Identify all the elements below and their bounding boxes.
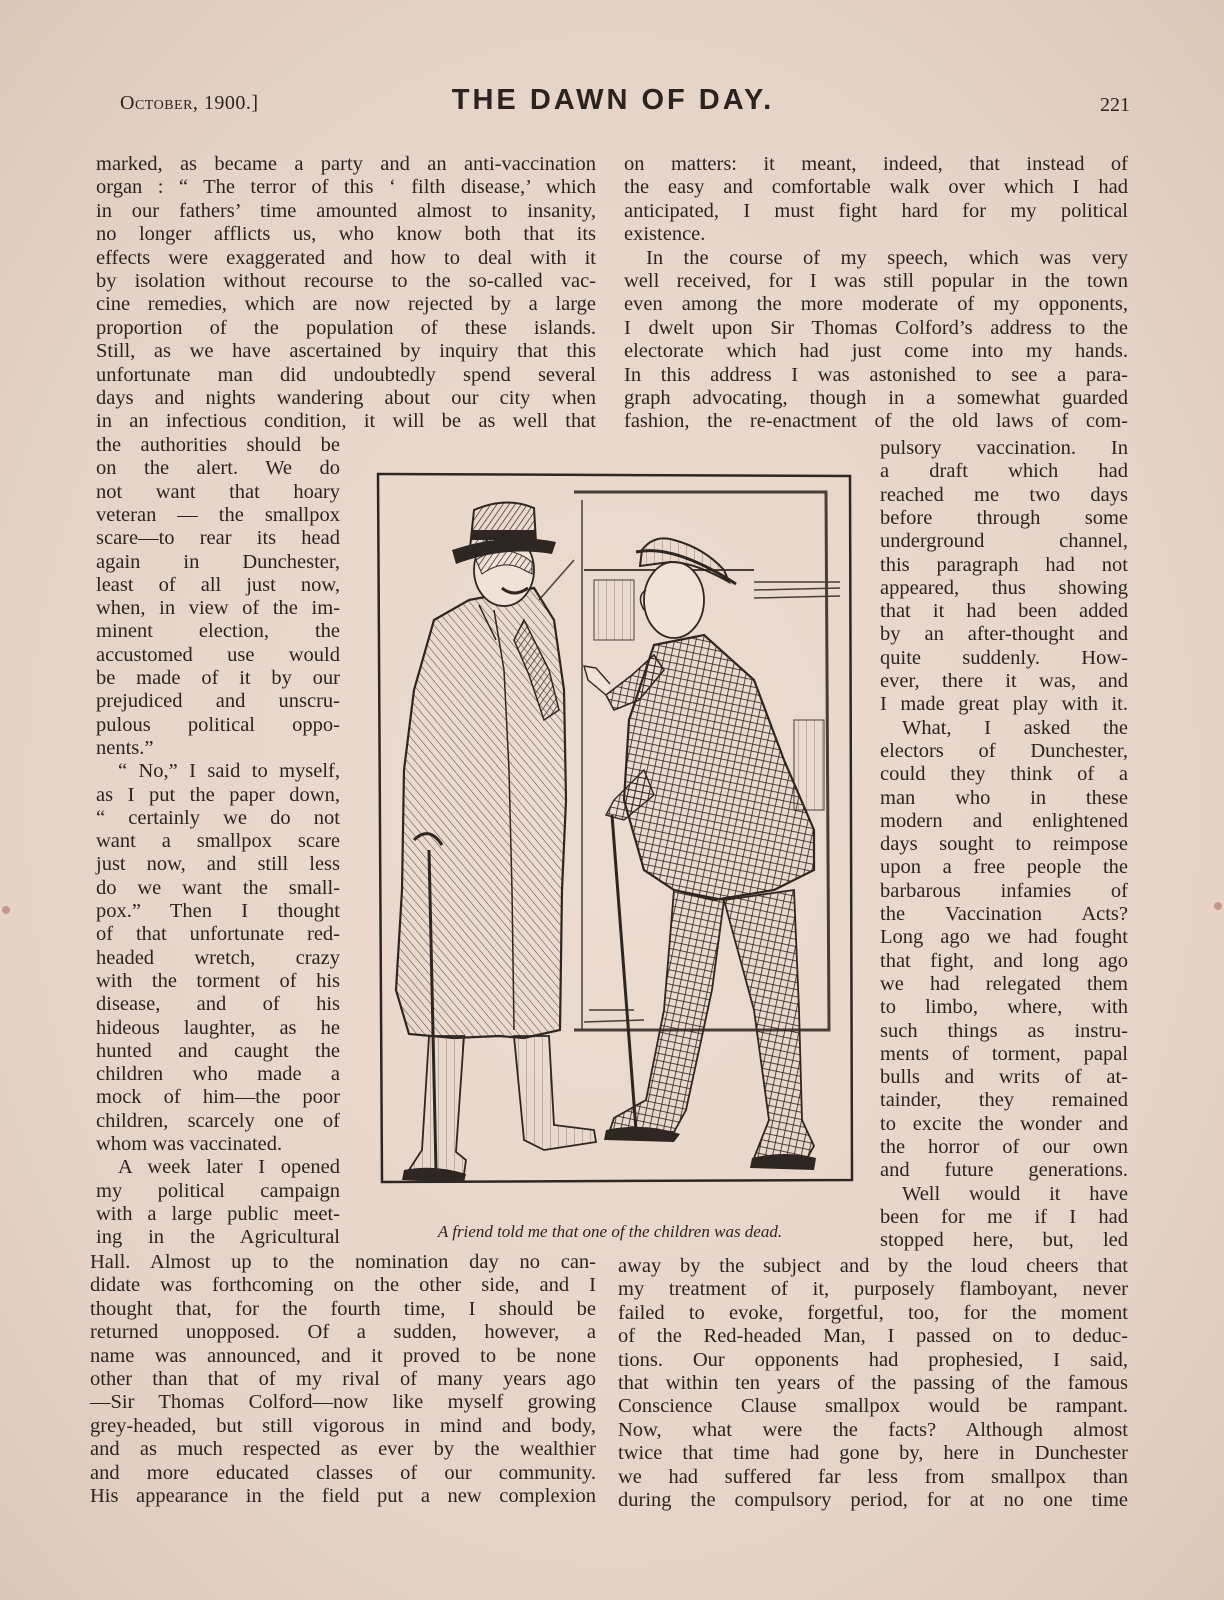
right-column-narrow-line: quite suddenly. How- xyxy=(880,646,1128,669)
right-column-line: well received, for I was still popular in the town xyxy=(624,270,1128,292)
engraving-drawing xyxy=(374,470,856,1202)
left-column-line: in an infectious condition, it will be as well that xyxy=(96,410,596,433)
left-column-line: organ : “ The terror of this ‘ filth disease,’ which xyxy=(96,176,596,199)
left-column-narrow-line: with the torment of his xyxy=(96,969,340,992)
right-column-bottom-line: Conscience Clause smallpox would be rampant. xyxy=(618,1395,1128,1418)
left-column-narrow-line: of that unfortunate red- xyxy=(96,923,340,946)
left-column-narrow-line: as I put the paper down, xyxy=(96,783,340,806)
left-column-bottom-line: and more educated classes of our community. xyxy=(90,1461,596,1484)
right-column-bottom-line: that within ten years of the passing of the famous xyxy=(618,1372,1128,1394)
left-column-narrow-line: “ No,” I said to myself, xyxy=(118,760,340,783)
right-column-narrow-line: Well would it have xyxy=(902,1182,1128,1205)
right-column-narrow-line: we had relegated them xyxy=(880,972,1128,995)
illustration-two-men xyxy=(374,470,856,1202)
left-column-narrow-line: pulous political oppo- xyxy=(96,713,340,736)
left-column-narrow-line: just now, and still less xyxy=(96,853,340,876)
right-column-line: In this address I was astonished to see a para- xyxy=(624,363,1128,386)
left-column-bottom-line: thought that, for the fourth time, I should be xyxy=(90,1297,596,1320)
right-column-narrow-line: stopped here, but, led xyxy=(880,1229,1128,1252)
left-column-narrow-line: mock of him—the poor xyxy=(96,1086,340,1109)
right-column-line: even among the more moderate of my opponents, xyxy=(624,293,1128,316)
left-column-bottom-line: His appearance in the field put a new complexion xyxy=(90,1485,596,1507)
right-column-line: In the course of my speech, which was very xyxy=(646,246,1128,269)
left-column-bottom-line: grey-headed, but still vigorous in mind and body, xyxy=(90,1414,596,1437)
right-column-narrow-line: ever, there it was, and xyxy=(880,670,1128,692)
right-column-line: on matters: it meant, indeed, that instead of xyxy=(624,153,1128,175)
right-column-narrow-line: bulls and writs of at- xyxy=(880,1066,1128,1089)
left-column-narrow-line: A week later I opened xyxy=(118,1156,340,1179)
right-column-line: I dwelt upon Sir Thomas Colford’s address to the xyxy=(624,316,1128,339)
right-column-narrow-line: before through some xyxy=(880,506,1128,529)
right-column-narrow-line: reached me two days xyxy=(880,483,1128,506)
left-column-narrow-line: on the alert. We do xyxy=(96,457,340,480)
left-column-narrow-line: least of all just now, xyxy=(96,573,340,596)
right-column-bottom-line: during the compulsory period, for at no one time xyxy=(618,1489,1128,1511)
issue-date: October, 1900.] xyxy=(120,92,259,114)
left-column-narrow-line: children, scarcely one of xyxy=(96,1109,340,1132)
right-column-narrow-line: Long ago we had fought xyxy=(880,926,1128,949)
right-column-line: the easy and comfortable walk over which I had xyxy=(624,176,1128,199)
left-column-line: marked, as became a party and an anti-vaccination xyxy=(96,153,596,175)
right-column-bottom-line: of the Red-headed Man, I passed on to deduc- xyxy=(618,1325,1128,1348)
left-column-bottom-line: and as much respected as ever by the wealthier xyxy=(90,1438,596,1461)
left-column-narrow-line: my political campaign xyxy=(96,1179,340,1202)
left-column-narrow-line: again in Dunchester, xyxy=(96,550,340,573)
left-column-narrow-line: prejudiced and unscru- xyxy=(96,690,340,713)
right-column-narrow-line: days sought to reimpose xyxy=(880,833,1128,856)
left-column-narrow-line: ing in the Agricultural xyxy=(96,1226,340,1249)
page-header xyxy=(96,84,1130,124)
left-column-line: effects were exaggerated and how to deal with it xyxy=(96,246,596,269)
left-column-bottom-line: Hall. Almost up to the nomination day no can- xyxy=(90,1251,596,1273)
right-column-bottom-line: my treatment of it, purposely flamboyant, never xyxy=(618,1278,1128,1301)
left-column-bottom-line: —Sir Thomas Colford—now like myself growing xyxy=(90,1391,596,1414)
right-column-narrow-line: tainder, they remained xyxy=(880,1089,1128,1112)
right-column-narrow-line: electors of Dunchester, xyxy=(880,739,1128,762)
magazine-title: THE DAWN OF DAY. xyxy=(451,84,775,116)
left-column-line: by isolation without recourse to the so-called vac- xyxy=(96,270,596,292)
left-column-narrow-line: minent election, the xyxy=(96,620,340,643)
right-column-narrow-line: and future generations. xyxy=(880,1159,1128,1182)
right-column-bottom-line: failed to evoke, forgetful, too, for the moment xyxy=(618,1301,1128,1324)
left-column-narrow-line: do we want the small- xyxy=(96,876,340,899)
left-column-narrow-line: “ certainly we do not xyxy=(96,806,340,829)
right-column-line: existence. xyxy=(624,223,706,246)
right-column-line: anticipated, I must fight hard for my political xyxy=(624,199,1128,222)
left-column-narrow-line: headed wretch, crazy xyxy=(96,946,340,969)
left-column-line: unfortunate man did undoubtedly spend several xyxy=(96,363,596,386)
left-column-narrow-line: veteran — the smallpox xyxy=(96,503,340,526)
left-column-bottom-line: returned unopposed. Of a sudden, however, a xyxy=(90,1321,596,1344)
right-column-narrow-line: appeared, thus showing xyxy=(880,576,1128,599)
left-column-narrow-line: children who made a xyxy=(96,1063,340,1086)
right-column-line: fashion, the re-enactment of the old laws of com- xyxy=(624,410,1128,433)
left-column-narrow-line: with a large public meet- xyxy=(96,1202,340,1225)
right-column-narrow-line: upon a free people the xyxy=(880,856,1128,879)
left-column-bottom-line: name was announced, and it proved to be none xyxy=(90,1344,596,1367)
right-column-narrow-line: such things as instru- xyxy=(880,1019,1128,1042)
right-column-narrow-line: to excite the wonder and xyxy=(880,1112,1128,1135)
left-column-line: cine remedies, which are now rejected by a large xyxy=(96,293,596,316)
left-column-narrow-line: hunted and caught the xyxy=(96,1039,340,1062)
right-column-bottom-line: Now, what were the facts? Although almost xyxy=(618,1418,1128,1441)
left-column-line: Still, as we have ascertained by inquiry that this xyxy=(96,340,596,363)
left-column-bottom-line: didate was forthcoming on the other side, and I xyxy=(90,1274,596,1297)
right-column-narrow-line: a draft which had xyxy=(880,460,1128,483)
right-column-bottom-line: we had suffered far less from smallpox than xyxy=(618,1465,1128,1488)
left-column-narrow-line: scare—to rear its head xyxy=(96,527,340,550)
right-column-narrow-line: been for me if I had xyxy=(880,1205,1128,1228)
right-column-narrow-line: the horror of our own xyxy=(880,1136,1128,1158)
right-column-narrow-line: this paragraph had not xyxy=(880,553,1128,576)
right-column-narrow-line: pulsory vaccination. In xyxy=(880,437,1128,459)
right-column-narrow-line: I made great play with it. xyxy=(880,693,1128,716)
left-column-line: in our fathers’ time amounted almost to insanity, xyxy=(96,199,596,222)
left-column-narrow-line: nents.” xyxy=(96,736,154,759)
right-column-narrow-line: What, I asked the xyxy=(902,716,1128,739)
left-column-narrow-line: when, in view of the im- xyxy=(96,597,340,620)
right-column-narrow-line: barbarous infamies of xyxy=(880,879,1128,902)
figure-caption: A friend told me that one of the children was dead. xyxy=(437,1222,783,1241)
right-column-narrow-line: to limbo, where, with xyxy=(880,996,1128,1019)
left-column-narrow-line: pox.” Then I thought xyxy=(96,900,340,922)
margin-mark-left xyxy=(2,906,10,914)
right-column-narrow-line: could they think of a xyxy=(880,763,1128,786)
left-column-line: no longer afflicts us, who know both that its xyxy=(96,223,596,246)
margin-mark-right xyxy=(1214,902,1222,910)
left-column-narrow-line: accustomed use would xyxy=(96,643,340,666)
right-column-line: electorate which had just come into my hands. xyxy=(624,340,1128,363)
right-column-narrow-line: ments of torment, papal xyxy=(880,1042,1128,1065)
right-column-bottom-line: away by the subject and by the loud cheers that xyxy=(618,1255,1128,1277)
right-column-narrow-line: modern and enlightened xyxy=(880,809,1128,832)
left-column-narrow-line: whom was vaccinated. xyxy=(96,1133,283,1155)
right-column-narrow-line: the Vaccination Acts? xyxy=(880,903,1128,925)
left-column-narrow-line: want a smallpox scare xyxy=(96,830,340,853)
left-column-line: proportion of the population of these islands. xyxy=(96,316,596,339)
right-column-bottom-line: twice that time had gone by, here in Dunchester xyxy=(618,1442,1128,1465)
left-column-line: days and nights wandering about our city when xyxy=(96,387,596,409)
left-column-narrow-line: hideous laughter, as he xyxy=(96,1016,340,1039)
right-column-narrow-line: that fight, and long ago xyxy=(880,949,1128,972)
page-number: 221 xyxy=(1100,94,1130,116)
left-column-narrow-line: the authorities should be xyxy=(96,434,340,456)
right-column-line: graph advocating, though in a somewhat guarded xyxy=(624,387,1128,409)
right-column-narrow-line: that it had been added xyxy=(880,600,1128,623)
left-column-narrow-line: disease, and of his xyxy=(96,993,340,1016)
right-column-bottom-line: tions. Our opponents had prophesied, I said, xyxy=(618,1348,1128,1371)
left-column-bottom-line: other than that of my rival of many years ago xyxy=(90,1368,596,1390)
left-column-narrow-line: be made of it by our xyxy=(96,667,340,689)
right-column-narrow-line: underground channel, xyxy=(880,530,1128,553)
right-column-narrow-line: man who in these xyxy=(880,786,1128,809)
right-column-narrow-line: by an after-thought and xyxy=(880,623,1128,646)
left-column-narrow-line: not want that hoary xyxy=(96,480,340,503)
